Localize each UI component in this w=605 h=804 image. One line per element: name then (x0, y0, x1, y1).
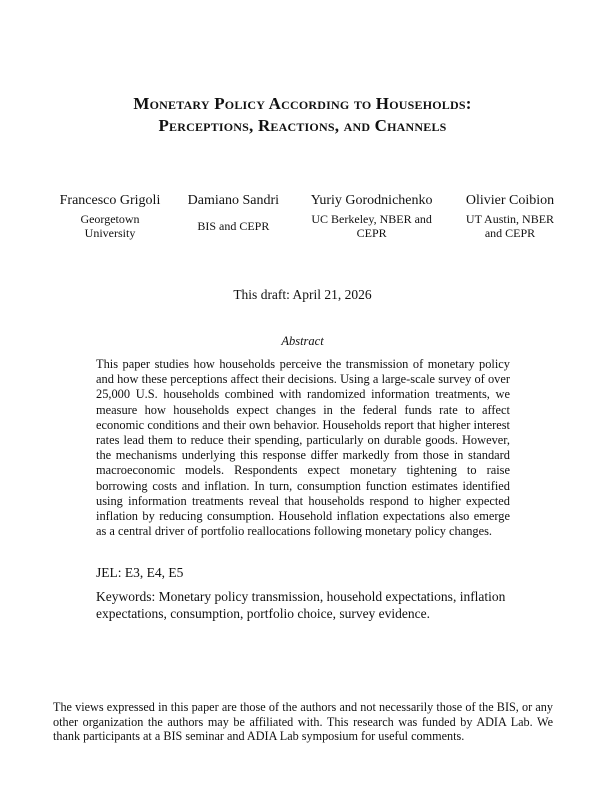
abstract-text: This paper studies how households perceive the transmission of monetary policy and how these perceptions affect their decisions. Using a large-scale survey of over 25,000 U.S. households combined with randomized information treatments, we measure how households expect changes in the federal funds rate to affect economic conditions and their own behavior. Households report that higher interest rates lead them to reduce their spending, particularly on durable goods. However, the mechanisms underlying this response differ markedly from those in standard macroeconomic models. Respondents expect monetary tightening to raise borrowing costs and inflation. In turn, consumption function estimates identified using information treatments reveal that households respond to higher expected inflation by reducing consumption. Household inflation expectations also emerge as a central driver of portfolio reallocations following monetary policy changes. (96, 357, 510, 539)
author-coibion (465, 193, 555, 241)
jel-codes: JEL: E3, E4, E5 (96, 565, 184, 580)
disclaimer-footnote: The views expressed in this paper are those of the authors and not necessarily those of the BIS, or any other organization the authors may be affiliated with. This research was funded by ADIA Lab. We thank participants at a BIS seminar and ADIA Lab symposium for useful comments. (53, 700, 553, 744)
author-list (55, 193, 555, 241)
author-affiliation: UT Austin, NBER and CEPR (465, 212, 555, 240)
author-name: Yuriy Gorodnichenko (310, 193, 433, 208)
author-sandri (188, 193, 278, 241)
author-gorodnichenko (302, 193, 442, 241)
author-affiliation: BIS and CEPR (197, 219, 270, 233)
keywords: Keywords: Monetary policy transmission, household expectations, inflation expectations, consumption, portfolio choice, survey evidence. (96, 589, 506, 621)
author-name: Olivier Coibion (465, 193, 555, 208)
author-affiliation: UC Berkeley, NBER and CEPR (311, 212, 432, 240)
paper-title-line-2: Perceptions, Reactions, and Channels (158, 116, 447, 135)
author-grigoli (55, 193, 165, 241)
abstract-heading: Abstract (281, 334, 324, 348)
paper-title (0, 93, 605, 137)
paper-title-line-1: Monetary Policy According to Households: (133, 94, 472, 113)
author-name: Damiano Sandri (187, 193, 280, 208)
author-name: Francesco Grigoli (59, 193, 161, 208)
draft-date: This draft: April 21, 2026 (233, 287, 372, 302)
author-affiliation: Georgetown University (80, 212, 140, 240)
